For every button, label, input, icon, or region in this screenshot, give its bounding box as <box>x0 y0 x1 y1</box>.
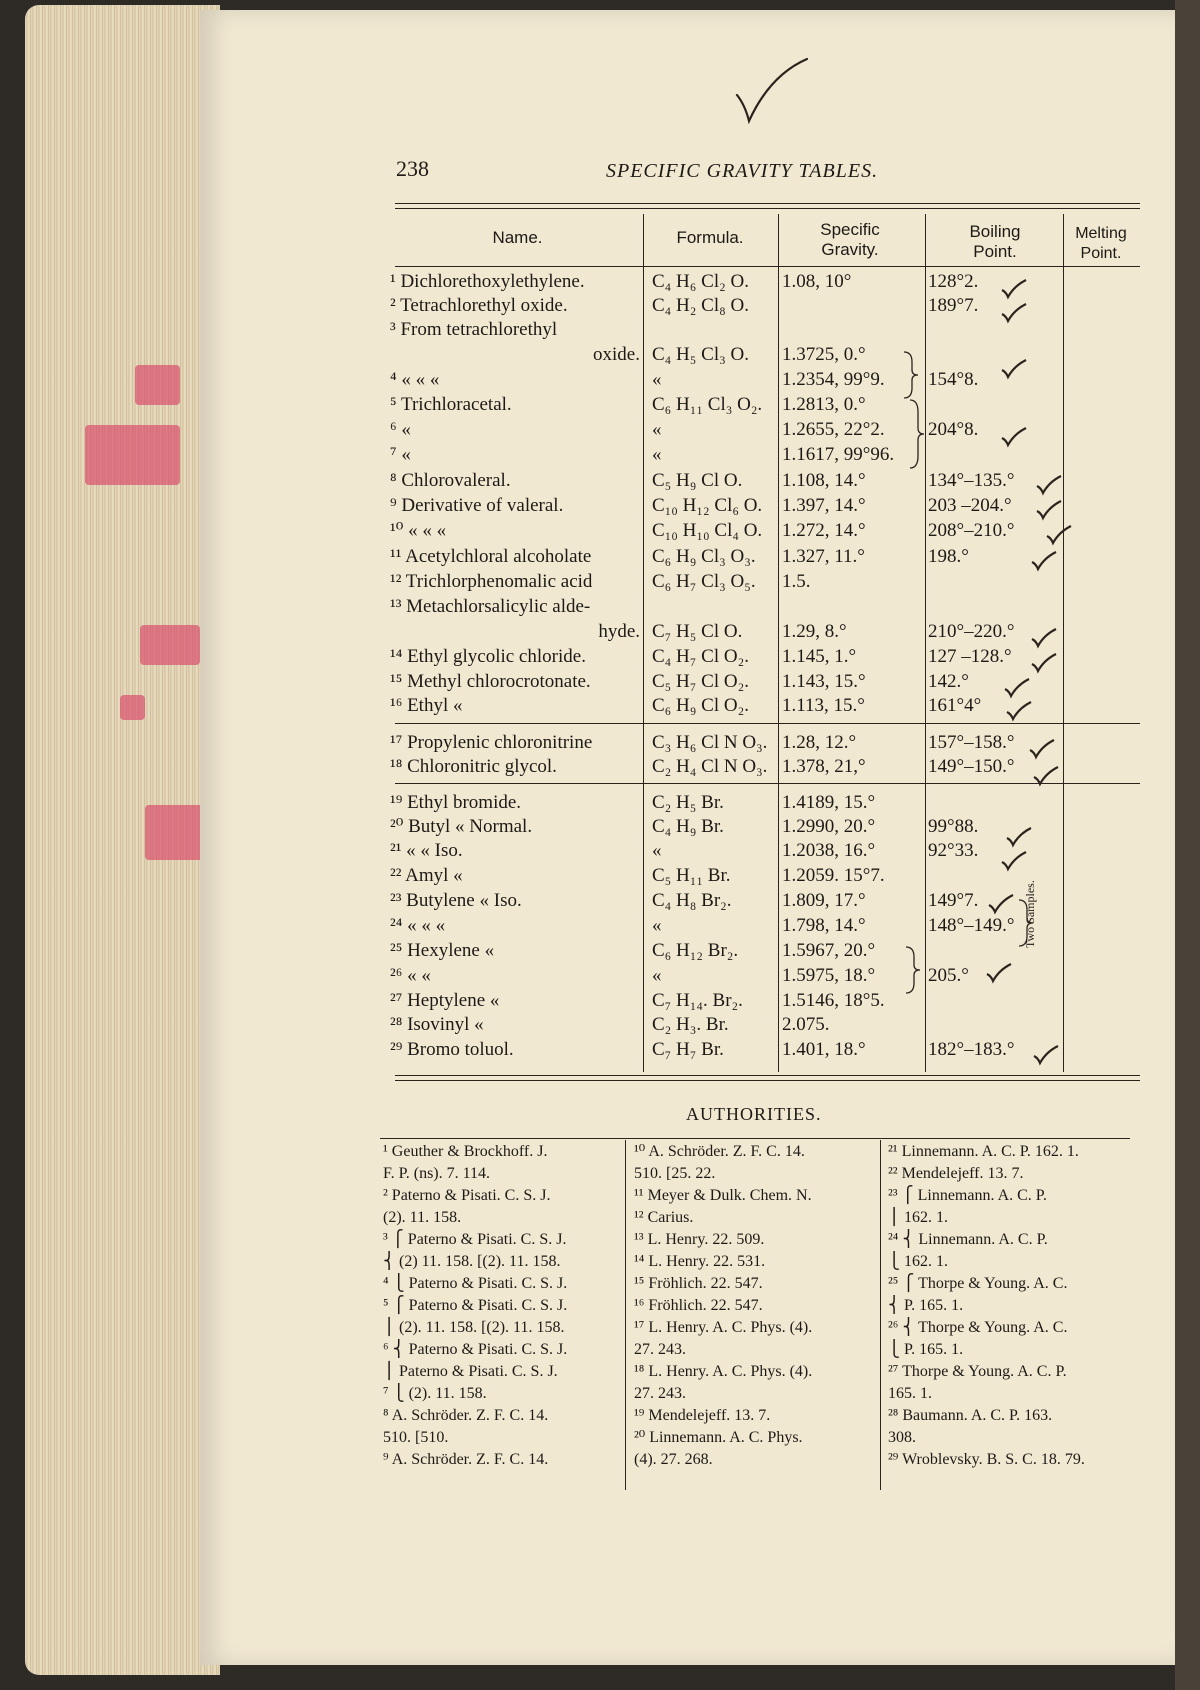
authorities-title: AUTHORITIES. <box>686 1104 822 1124</box>
authority-line: ²⁷ Thorpe & Young. A. C. P. <box>888 1363 1067 1380</box>
authority-line: 510. [25. 22. <box>634 1165 716 1182</box>
cell-formula: « <box>652 444 662 465</box>
cell-bp: 204°8. <box>928 419 979 440</box>
pencil-check-icon <box>1030 550 1058 572</box>
cell-sg: 1.3725, 0.° <box>782 344 866 365</box>
authority-line: ¹⁷ L. Henry. A. C. Phys. (4). <box>634 1319 813 1336</box>
cell-sg: 1.809, 17.° <box>782 890 866 911</box>
header-bottom-rule <box>395 266 1140 267</box>
authorities-divider <box>880 1140 881 1490</box>
cell-name: ¹⁹ Ethyl bromide. <box>390 792 522 813</box>
table-row <box>390 570 1120 594</box>
table-row <box>390 494 1120 518</box>
authority-line: ¹³ L. Henry. 22. 509. <box>634 1231 765 1248</box>
cell-sg: 1.08, 10° <box>782 271 852 292</box>
two-samples-note: Two Samples. <box>1023 880 1037 948</box>
pencil-check-icon <box>1005 700 1033 722</box>
authority-line: ⎨ P. 165. 1. <box>888 1297 964 1314</box>
table-row <box>390 755 1120 779</box>
cell-bp: 208°–210.° <box>928 520 1015 541</box>
cell-bp: 189°7. <box>928 295 979 316</box>
pencil-check-icon <box>985 962 1013 984</box>
pencil-check-icon <box>1000 278 1028 300</box>
cell-bp: 205.° <box>928 965 969 986</box>
table-row <box>390 545 1120 569</box>
cell-name: ⁹ Derivative of valeral. <box>390 495 564 516</box>
cell-bp: 142.° <box>928 671 969 692</box>
bracket-group <box>902 945 922 995</box>
cell-sg: 1.2990, 20.° <box>782 816 876 837</box>
cell-formula: C₄ H₂ Cl₈ O. <box>652 295 749 316</box>
cell-name: hyde. <box>598 621 640 642</box>
cell-bp: 203 –204.° <box>928 495 1012 516</box>
cell-formula: C₄ H₇ Cl O₂. <box>652 646 749 667</box>
authority-line: ⎪ (2). 11. 158. [(2). 11. 158. <box>383 1319 565 1336</box>
header-specific-gravity-line2: Gravity. <box>821 240 879 259</box>
pencil-check-icon <box>1030 652 1058 674</box>
authority-line: ¹⁸ L. Henry. A. C. Phys. (4). <box>634 1363 813 1380</box>
authority-line: ¹⁴ L. Henry. 22. 531. <box>634 1253 766 1270</box>
cell-sg: 2.075. <box>782 1014 830 1035</box>
authority-line: ¹⁰ A. Schröder. Z. F. C. 14. <box>634 1143 805 1160</box>
cell-formula: C₄ H₈ Br₂. <box>652 890 732 911</box>
cell-formula: « <box>652 840 662 861</box>
book-page-edges <box>25 5 220 1675</box>
authorities-divider <box>625 1140 626 1490</box>
authority-line: ¹² Carius. <box>634 1209 694 1226</box>
pencil-check-icon <box>987 893 1015 915</box>
cell-formula: C₂ H₄ Cl N O₃. <box>652 756 768 777</box>
pencil-check-icon <box>1045 524 1073 546</box>
cell-formula: C₆ H₁₁ Cl₃ O₂. <box>652 394 763 415</box>
authority-line: ⁵ ⎧ Paterno & Pisati. C. S. J. <box>383 1297 568 1314</box>
header-boiling-line1: Boiling <box>969 222 1021 241</box>
cell-bp: 161°4° <box>928 695 982 716</box>
authority-line: ²² Mendelejeff. 13. 7. <box>888 1165 1024 1182</box>
red-stain <box>85 425 180 485</box>
cell-name: ¹⁸ Chloronitric glycol. <box>390 756 557 777</box>
header-specific-gravity <box>785 220 915 260</box>
cell-formula: C₂ H₃. Br. <box>652 1014 729 1035</box>
authority-line: ¹⁵ Fröhlich. 22. 547. <box>634 1275 763 1292</box>
cell-name: ¹⁰ « « « <box>390 520 447 541</box>
book-cover-edge <box>1175 0 1200 1690</box>
cell-name: ²⁵ Hexylene « <box>390 940 495 961</box>
cell-sg: 1.401, 18.° <box>782 1039 866 1060</box>
cell-name: ¹⁷ Propylenic chloronitrine <box>390 732 593 753</box>
table-row <box>390 791 1120 815</box>
cell-bp: 157°–158.° <box>928 732 1015 753</box>
authority-line: ²⁹ Wroblevsky. B. S. C. 18. 79. <box>888 1451 1085 1468</box>
table-row <box>390 645 1120 669</box>
group-rule <box>395 723 1140 724</box>
cell-sg: 1.145, 1.° <box>782 646 857 667</box>
cell-formula: C₆ H₁₂ Br₂. <box>652 940 739 961</box>
cell-formula: C₄ H₉ Br. <box>652 816 724 837</box>
running-head <box>396 154 936 188</box>
cell-bp: 134°–135.° <box>928 470 1015 491</box>
cell-name: ¹⁵ Methyl chlorocrotonate. <box>390 671 591 692</box>
header-specific-gravity-line1: Specific <box>820 220 880 239</box>
authority-line: ⁸ A. Schröder. Z. F. C. 14. <box>383 1407 549 1424</box>
table-top-rule <box>395 203 1140 204</box>
cell-sg: 1.2059. 15°7. <box>782 865 885 886</box>
cell-name: ⁵ Trichloracetal. <box>390 394 512 415</box>
cell-sg: 1.5. <box>782 571 811 592</box>
cell-bp: 154°8. <box>928 369 979 390</box>
header-boiling-point <box>930 222 1060 262</box>
header-formula: Formula. <box>676 228 744 247</box>
cell-name: ⁶ « <box>390 419 411 440</box>
red-stain <box>135 365 180 405</box>
cell-bp: 149°–150.° <box>928 756 1015 777</box>
cell-bp: 128°2. <box>928 271 979 292</box>
cell-name: ¹⁶ Ethyl « <box>390 695 463 716</box>
cell-sg: 1.143, 15.° <box>782 671 866 692</box>
cell-sg: 1.272, 14.° <box>782 520 866 541</box>
header-melting-line1: Melting <box>1075 225 1127 242</box>
cell-sg: 1.397, 14.° <box>782 495 866 516</box>
authority-line: ¹⁹ Mendelejeff. 13. 7. <box>634 1407 771 1424</box>
cell-formula: C₃ H₆ Cl N O₃. <box>652 732 768 753</box>
cell-bp: 210°–220.° <box>928 621 1015 642</box>
authority-line: ⁷ ⎩ (2). 11. 158. <box>383 1385 487 1402</box>
pencil-check-icon <box>1000 850 1028 872</box>
table-row <box>390 1038 1120 1062</box>
cell-name: ¹⁴ Ethyl glycolic chloride. <box>390 646 586 667</box>
cell-formula: C₅ H₇ Cl O₂. <box>652 671 749 692</box>
authorities-col-3 <box>888 1141 1140 1471</box>
pencil-check-icon <box>1032 1044 1060 1066</box>
cell-name: ¹¹ Acetylchloral alcoholate <box>390 546 592 567</box>
cell-name: ⁸ Chlorovaleral. <box>390 470 511 491</box>
cell-formula: C₆ H₇ Cl₃ O₅. <box>652 571 756 592</box>
pencil-check-icon <box>1035 499 1063 521</box>
cell-sg: 1.113, 15.° <box>782 695 865 716</box>
cell-name: ¹ Dichlorethoxylethylene. <box>390 271 585 292</box>
table-row <box>390 731 1120 755</box>
authorities-col-1 <box>383 1141 621 1471</box>
authority-line: ⎨ (2) 11. 158. [(2). 11. 158. <box>383 1253 561 1270</box>
cell-sg: 1.1617, 99°96. <box>782 444 895 465</box>
cell-bp: 99°88. <box>928 816 979 837</box>
running-title: SPECIFIC GRAVITY TABLES. <box>606 160 879 182</box>
bracket-group <box>900 350 920 400</box>
table-bottom-rule <box>395 1080 1140 1081</box>
cell-formula: C₆ H₉ Cl₃ O₃. <box>652 546 756 567</box>
pencil-check-icon <box>1030 627 1058 649</box>
cell-sg: 1.2813, 0.° <box>782 394 866 415</box>
table-row <box>390 393 1120 417</box>
header-boiling-line2: Point. <box>973 242 1017 261</box>
cell-bp: 149°7. <box>928 890 979 911</box>
cell-name: ²³ Butylene « Iso. <box>390 890 522 911</box>
cell-bp: 127 –128.° <box>928 646 1012 667</box>
table-row <box>390 519 1120 543</box>
cell-sg: 1.2354, 99°9. <box>782 369 885 390</box>
cell-sg: 1.5967, 20.° <box>782 940 876 961</box>
table-row <box>390 1013 1120 1037</box>
authority-line: ⎪ 162. 1. <box>888 1209 948 1226</box>
cell-sg: 1.108, 14.° <box>782 470 866 491</box>
cell-formula: C₅ H₉ Cl O. <box>652 470 743 491</box>
pencil-check-icon <box>1035 474 1063 496</box>
cell-formula: C₇ H₁₄. Br₂. <box>652 990 743 1011</box>
cell-formula: C₂ H₅ Br. <box>652 792 724 813</box>
page-number: 238 <box>396 156 429 181</box>
cell-bp: 198.° <box>928 546 969 567</box>
header-name: Name. <box>492 228 543 247</box>
table-row <box>390 939 1120 963</box>
cell-sg: 1.327, 11.° <box>782 546 865 567</box>
cell-bp: 148°–149.° <box>928 915 1015 936</box>
authority-line: ²⁵ ⎧ Thorpe & Young. A. C. <box>888 1275 1068 1292</box>
cell-name: ² Tetrachlorethyl oxide. <box>390 295 568 316</box>
authority-line: ²⁴ ⎨ Linnemann. A. C. P. <box>888 1231 1048 1248</box>
cell-sg: 1.2655, 22°2. <box>782 419 885 440</box>
authority-line: ¹ Geuther & Brockhoff. J. <box>383 1143 548 1160</box>
authority-line: 27. 243. <box>634 1385 686 1402</box>
cell-name: ²⁴ « « « <box>390 915 446 936</box>
authority-line: 165. 1. <box>888 1385 932 1402</box>
pencil-check-icon <box>1000 358 1028 380</box>
cell-name: ²⁶ « « <box>390 965 431 986</box>
cell-sg: 1.29, 8.° <box>782 621 847 642</box>
authority-line: ²⁰ Linnemann. A. C. Phys. <box>634 1429 803 1446</box>
cell-formula: C₆ H₉ Cl O₂. <box>652 695 749 716</box>
cell-name: ²⁸ Isovinyl « <box>390 1014 484 1035</box>
authority-line: ¹¹ Meyer & Dulk. Chem. N. <box>634 1187 812 1204</box>
authority-line: ⁴ ⎩ Paterno & Pisati. C. S. J. <box>383 1275 568 1292</box>
authority-line: ²⁶ ⎨ Thorpe & Young. A. C. <box>888 1319 1068 1336</box>
pencil-check-icon <box>1005 826 1033 848</box>
cell-name: ⁷ « <box>390 444 411 465</box>
authority-line: 510. [510. <box>383 1429 449 1446</box>
authority-line: F. P. (ns). 7. 114. <box>383 1165 491 1182</box>
header-melting-line2: Point. <box>1080 245 1122 262</box>
cell-name: oxide. <box>593 344 640 365</box>
authority-line: 27. 243. <box>634 1341 686 1358</box>
cell-formula: C₁₀ H₁₂ Cl₆ O. <box>652 495 763 516</box>
cell-name: ¹² Trichlorphenomalic acid <box>390 571 593 592</box>
pencil-check-icon <box>1003 677 1031 699</box>
header-melting-point <box>1066 224 1136 264</box>
cell-bp: 182°–183.° <box>928 1039 1015 1060</box>
cell-formula: C₇ H₅ Cl O. <box>652 621 743 642</box>
table-row <box>390 595 1120 619</box>
cell-formula: « <box>652 369 662 390</box>
pencil-check-icon <box>1000 302 1028 324</box>
cell-sg: 1.798, 14.° <box>782 915 866 936</box>
cell-sg: 1.4189, 15.° <box>782 792 876 813</box>
cell-formula: « <box>652 419 662 440</box>
bracket-group <box>906 398 926 470</box>
pencil-check-icon <box>1028 738 1056 760</box>
pencil-check-icon <box>1032 765 1060 787</box>
pencil-check-icon <box>1000 426 1028 448</box>
cell-name: ³ From tetrachlorethyl <box>390 319 558 340</box>
table-row <box>390 914 1120 938</box>
cell-formula: « <box>652 965 662 986</box>
cell-formula: C₄ H₅ Cl₃ O. <box>652 344 749 365</box>
cell-name: ²⁰ Butyl « Normal. <box>390 816 533 837</box>
table-row <box>390 469 1120 493</box>
red-stain <box>120 695 145 720</box>
authority-line: (4). 27. 268. <box>634 1451 713 1468</box>
cell-name: ¹³ Metachlorsalicylic alde- <box>390 596 591 617</box>
red-stain <box>140 625 200 665</box>
cell-formula: C₇ H₇ Br. <box>652 1039 724 1060</box>
group-rule <box>395 783 1140 784</box>
cell-sg: 1.5146, 18°5. <box>782 990 885 1011</box>
cell-formula: C₅ H₁₁ Br. <box>652 865 731 886</box>
authority-line: ²⁸ Baumann. A. C. P. 163. <box>888 1407 1053 1424</box>
authority-line: 308. <box>888 1429 916 1446</box>
authority-line: ⁹ A. Schröder. Z. F. C. 14. <box>383 1451 549 1468</box>
cell-sg: 1.378, 21,° <box>782 756 866 777</box>
table-row <box>390 620 1120 644</box>
authorities-col-2 <box>634 1141 878 1471</box>
handwritten-check-mark <box>735 55 810 125</box>
cell-sg: 1.28, 12.° <box>782 732 857 753</box>
cell-formula: « <box>652 915 662 936</box>
cell-sg: 1.5975, 18.° <box>782 965 876 986</box>
table-top-rule <box>395 208 1140 209</box>
cell-name: ²⁹ Bromo toluol. <box>390 1039 514 1060</box>
authority-line: ⎪ Paterno & Pisati. C. S. J. <box>383 1363 558 1380</box>
cell-formula: C₁₀ H₁₀ Cl₄ O. <box>652 520 763 541</box>
authority-line: ⎩ 162. 1. <box>888 1253 948 1270</box>
cell-name: ²¹ « « Iso. <box>390 840 463 861</box>
cell-name: ⁴ « « « <box>390 369 440 390</box>
authority-line: ¹⁶ Fröhlich. 22. 547. <box>634 1297 763 1314</box>
authority-line: (2). 11. 158. <box>383 1209 462 1226</box>
authority-line: ⎩ P. 165. 1. <box>888 1341 964 1358</box>
authority-line: ²¹ Linnemann. A. C. P. 162. 1. <box>888 1143 1079 1160</box>
cell-bp: 92°33. <box>928 840 979 861</box>
cell-name: ²² Amyl « <box>390 865 463 886</box>
authority-line: ² Paterno & Pisati. C. S. J. <box>383 1187 551 1204</box>
authority-line: ²³ ⎧ Linnemann. A. C. P. <box>888 1187 1047 1204</box>
authority-line: ⁶ ⎨ Paterno & Pisati. C. S. J. <box>383 1341 568 1358</box>
cell-formula: C₄ H₆ Cl₂ O. <box>652 271 749 292</box>
table-row <box>390 989 1120 1013</box>
authorities-rule <box>380 1138 1130 1139</box>
authority-line: ³ ⎧ Paterno & Pisati. C. S. J. <box>383 1231 567 1248</box>
table-bottom-rule <box>395 1075 1140 1076</box>
cell-name: ²⁷ Heptylene « <box>390 990 500 1011</box>
cell-sg: 1.2038, 16.° <box>782 840 876 861</box>
